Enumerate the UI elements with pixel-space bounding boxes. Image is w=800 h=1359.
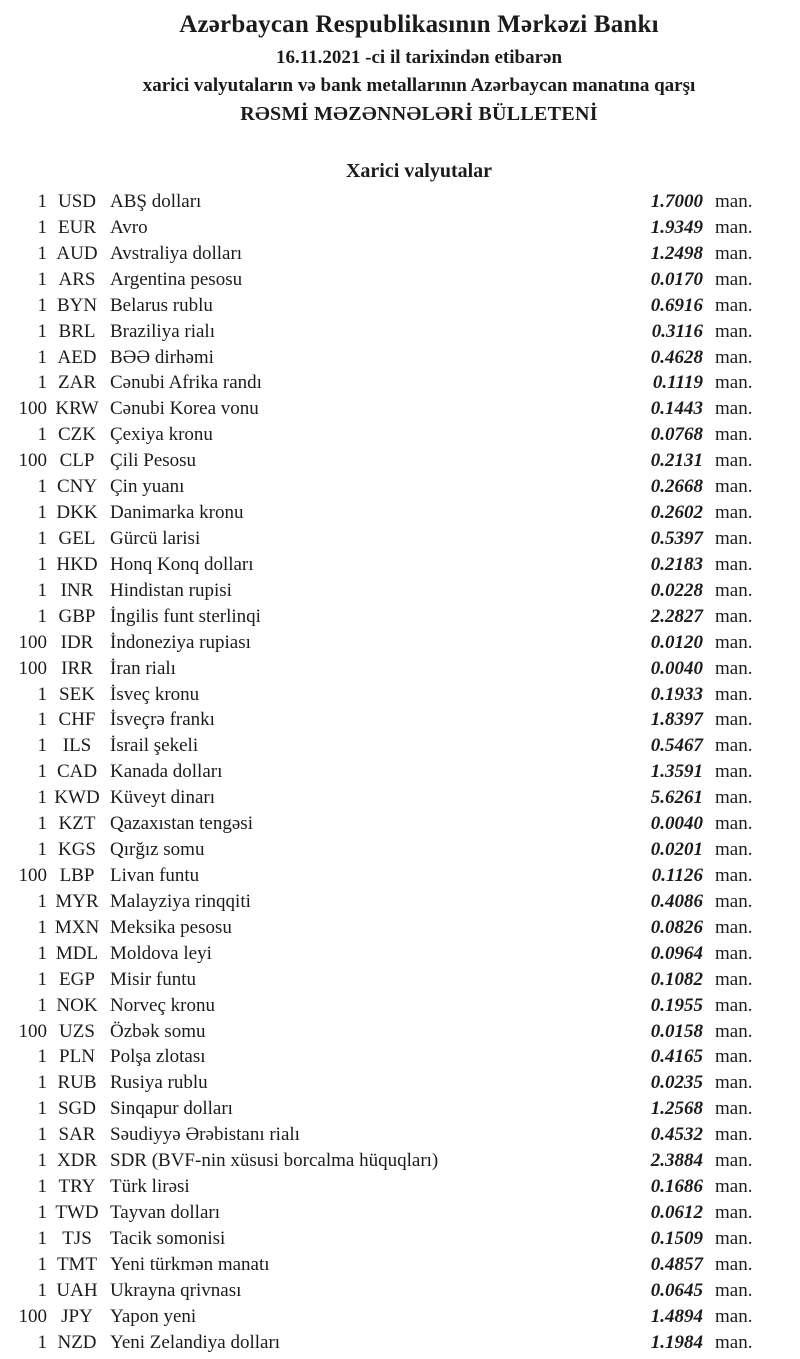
rate-row <box>0 733 800 759</box>
currency-name-cell: Cənubi Korea vonu <box>110 398 259 420</box>
rate-value-cell: 0.4857 <box>650 1253 703 1275</box>
unit-cell: man. <box>715 1098 753 1120</box>
currency-code-cell: CAD <box>56 761 98 783</box>
quantity-cell: 1 <box>37 709 47 731</box>
unit-cell: man. <box>715 1227 753 1249</box>
currency-name-cell: Tacik somonisi <box>110 1227 226 1249</box>
currency-code-cell: ILS <box>62 735 92 757</box>
rate-value-cell: 0.4628 <box>650 346 703 368</box>
rates-table <box>0 189 800 1355</box>
rate-value-cell: 0.2668 <box>650 476 703 498</box>
currency-code-cell: AUD <box>56 242 98 264</box>
currency-code-cell: BYN <box>56 294 98 316</box>
unit-cell: man. <box>715 294 753 316</box>
rate-value-cell: 0.2131 <box>650 450 703 472</box>
rate-value-cell: 1.2568 <box>650 1098 703 1120</box>
currency-name-cell: Polşa zlotası <box>110 1046 206 1068</box>
rate-value-cell: 0.3116 <box>651 320 703 342</box>
rate-row <box>0 656 800 682</box>
currency-code-cell: NZD <box>57 1331 97 1353</box>
currency-code-cell: CZK <box>58 424 96 446</box>
quantity-cell: 1 <box>37 916 47 938</box>
currency-name-cell: Çexiya kronu <box>110 424 213 446</box>
rate-row <box>0 1304 800 1330</box>
currency-name-cell: ABŞ dolları <box>110 191 202 212</box>
currency-name-cell: Qazaxıstan tengəsi <box>110 813 253 835</box>
rate-row <box>0 1019 800 1045</box>
rate-value-cell: 1.9349 <box>650 216 703 238</box>
currency-code-cell: NOK <box>56 994 98 1016</box>
quantity-cell: 1 <box>37 683 47 705</box>
currency-code-cell: ZAR <box>58 372 96 394</box>
rate-value-cell: 0.0768 <box>650 424 703 446</box>
quantity-cell: 1 <box>37 346 47 368</box>
quantity-cell: 100 <box>18 631 47 653</box>
currency-name-cell: Moldova leyi <box>110 942 212 964</box>
rate-value-cell: 0.1126 <box>651 864 703 886</box>
quantity-cell: 1 <box>37 1098 47 1120</box>
currency-name-cell: İsveç kronu <box>110 683 200 705</box>
rate-value-cell: 0.4165 <box>650 1046 703 1068</box>
currency-name-cell: Honq Konq dolları <box>110 553 254 575</box>
rate-row <box>0 707 800 733</box>
rate-row <box>0 1174 800 1200</box>
rate-value-cell: 0.6916 <box>650 294 703 316</box>
quantity-cell: 1 <box>37 942 47 964</box>
quantity-cell: 1 <box>37 1150 47 1172</box>
currency-name-cell: Özbək somu <box>110 1020 206 1042</box>
quantity-cell: 1 <box>37 527 47 549</box>
rate-row <box>0 1044 800 1070</box>
currency-code-cell: MYR <box>55 890 99 912</box>
unit-cell: man. <box>715 398 753 420</box>
rate-row <box>0 370 800 396</box>
rate-value-cell: 0.0826 <box>650 916 703 938</box>
rate-row <box>0 630 800 656</box>
currency-name-cell: İndoneziya rupiası <box>110 631 251 653</box>
bank-title: Azərbaycan Respublikasının Mərkəzi Bankı <box>179 11 659 38</box>
quantity-cell: 1 <box>37 424 47 446</box>
unit-cell: man. <box>715 1072 753 1094</box>
quantity-cell: 1 <box>37 1279 47 1301</box>
quantity-cell: 1 <box>37 1046 47 1068</box>
rate-row <box>0 785 800 811</box>
currency-code-cell: PLN <box>59 1046 95 1068</box>
rate-row <box>0 189 800 215</box>
rate-value-cell: 0.5397 <box>650 527 703 549</box>
rate-row <box>0 215 800 241</box>
rate-row <box>0 448 800 474</box>
unit-cell: man. <box>715 709 753 731</box>
quantity-cell: 1 <box>37 735 47 757</box>
currency-code-cell: HKD <box>56 553 98 575</box>
rate-value-cell: 0.0040 <box>650 657 703 679</box>
rate-value-cell: 0.0645 <box>650 1279 703 1301</box>
rate-row <box>0 319 800 345</box>
quantity-cell: 1 <box>37 1253 47 1275</box>
currency-name-cell: Qırğız somu <box>110 839 205 861</box>
quantity-cell: 100 <box>18 1305 47 1327</box>
rate-row <box>0 759 800 785</box>
unit-cell: man. <box>715 216 753 238</box>
quantity-cell: 100 <box>18 1020 47 1042</box>
quantity-cell: 1 <box>37 320 47 342</box>
currency-name-cell: Tayvan dolları <box>110 1201 220 1223</box>
currency-name-cell: BƏƏ dirhəmi <box>110 346 214 368</box>
currency-code-cell: MDL <box>55 942 99 964</box>
unit-cell: man. <box>715 839 753 861</box>
unit-cell: man. <box>715 994 753 1016</box>
currency-name-cell: Misir funtu <box>110 968 197 990</box>
subject-line: xarici valyutaların və bank metallarının Azərbaycan manatına qarşı <box>142 75 696 96</box>
currency-code-cell: JPY <box>61 1305 93 1327</box>
rate-value-cell: 0.0170 <box>650 268 703 290</box>
rate-value-cell: 0.4532 <box>650 1124 703 1146</box>
unit-cell: man. <box>715 1253 753 1275</box>
quantity-cell: 1 <box>37 1072 47 1094</box>
rate-row <box>0 682 800 708</box>
unit-cell: man. <box>715 1331 753 1353</box>
unit-cell: man. <box>715 813 753 835</box>
rate-value-cell: 0.0228 <box>650 579 703 601</box>
rate-value-cell: 1.8397 <box>650 709 703 731</box>
rate-row <box>0 993 800 1019</box>
currency-name-cell: Belarus rublu <box>110 294 213 316</box>
rate-row <box>0 345 800 371</box>
currency-name-cell: Yapon yeni <box>110 1305 197 1327</box>
unit-cell: man. <box>715 1305 753 1327</box>
quantity-cell: 1 <box>37 1124 47 1146</box>
unit-cell: man. <box>715 916 753 938</box>
currency-code-cell: DKK <box>56 502 98 524</box>
currency-code-cell: SGD <box>57 1098 96 1120</box>
quantity-cell: 100 <box>18 864 47 886</box>
quantity-cell: 1 <box>37 268 47 290</box>
rate-value-cell: 0.1119 <box>652 372 703 394</box>
quantity-cell: 100 <box>18 398 47 420</box>
currency-name-cell: Malayziya rinqqiti <box>110 890 251 912</box>
quantity-cell: 1 <box>37 994 47 1016</box>
quantity-cell: 1 <box>37 813 47 835</box>
unit-cell: man. <box>715 553 753 575</box>
currency-name-cell: Rusiya rublu <box>110 1072 208 1094</box>
rate-value-cell: 0.0612 <box>650 1201 703 1223</box>
rate-value-cell: 0.2602 <box>650 502 703 524</box>
currency-code-cell: XDR <box>56 1150 98 1172</box>
currency-code-cell: TMT <box>56 1253 98 1275</box>
unit-cell: man. <box>715 864 753 886</box>
rate-row <box>0 396 800 422</box>
unit-cell: man. <box>715 761 753 783</box>
rate-row <box>0 241 800 267</box>
unit-cell: man. <box>715 579 753 601</box>
rate-value-cell: 1.4894 <box>650 1305 703 1327</box>
unit-cell: man. <box>715 527 753 549</box>
rate-value-cell: 0.0040 <box>650 813 703 835</box>
unit-cell: man. <box>715 242 753 264</box>
currency-name-cell: Avro <box>110 216 148 238</box>
rate-row <box>0 1148 800 1174</box>
currency-name-cell: SDR (BVF-nin xüsusi borcalma hüquqları) <box>110 1150 439 1172</box>
rate-row <box>0 811 800 837</box>
quantity-cell: 1 <box>37 216 47 238</box>
quantity-cell: 1 <box>37 968 47 990</box>
rate-row <box>0 526 800 552</box>
currency-code-cell: USD <box>57 191 96 212</box>
rate-row <box>0 889 800 915</box>
unit-cell: man. <box>715 476 753 498</box>
currency-code-cell: SEK <box>59 683 95 705</box>
unit-cell: man. <box>715 424 753 446</box>
currency-name-cell: İsveçrə frankı <box>110 709 215 731</box>
unit-cell: man. <box>715 450 753 472</box>
quantity-cell: 1 <box>37 294 47 316</box>
quantity-cell: 1 <box>37 1201 47 1223</box>
currency-code-cell: IRR <box>61 657 93 679</box>
currency-code-cell: AED <box>57 346 97 368</box>
rate-row <box>0 1252 800 1278</box>
unit-cell: man. <box>715 1150 753 1172</box>
unit-cell: man. <box>715 372 753 394</box>
rate-value-cell: 0.1686 <box>650 1176 703 1198</box>
rate-value-cell: 1.3591 <box>650 761 703 783</box>
currency-name-cell: Norveç kronu <box>110 994 215 1016</box>
section-title-foreign-currencies: Xarici valyutalar <box>345 160 493 182</box>
currency-name-cell: Ukrayna qrivnası <box>110 1279 242 1301</box>
quantity-cell: 1 <box>37 191 47 212</box>
currency-code-cell: CLP <box>59 450 95 472</box>
currency-name-cell: Küveyt dinarı <box>110 787 216 809</box>
rate-row <box>0 578 800 604</box>
currency-name-cell: Argentina pesosu <box>110 268 243 290</box>
currency-code-cell: CHF <box>58 709 96 731</box>
quantity-cell: 1 <box>37 605 47 627</box>
quantity-cell: 1 <box>37 1331 47 1353</box>
rate-row <box>0 837 800 863</box>
currency-code-cell: GEL <box>58 527 96 549</box>
currency-code-cell: TWD <box>55 1201 99 1223</box>
unit-cell: man. <box>715 1279 753 1301</box>
quantity-cell: 1 <box>37 372 47 394</box>
rate-row <box>0 293 800 319</box>
currency-code-cell: EGP <box>59 968 95 990</box>
unit-cell: man. <box>715 1124 753 1146</box>
rate-value-cell: 0.1443 <box>650 398 703 420</box>
quantity-cell: 1 <box>37 839 47 861</box>
unit-cell: man. <box>715 657 753 679</box>
currency-name-cell: Avstraliya dolları <box>110 242 243 264</box>
rate-row <box>0 267 800 293</box>
currency-name-cell: Yeni türkmən manatı <box>110 1253 270 1275</box>
currency-name-cell: Cənubi Afrika randı <box>110 372 262 394</box>
currency-name-cell: Çin yuanı <box>110 476 185 498</box>
rate-row <box>0 1200 800 1226</box>
unit-cell: man. <box>715 605 753 627</box>
currency-code-cell: INR <box>60 579 94 601</box>
currency-name-cell: Hindistan rupisi <box>110 579 232 601</box>
currency-name-cell: İngilis funt sterlinqi <box>110 605 261 627</box>
rate-row <box>0 1070 800 1096</box>
unit-cell: man. <box>715 890 753 912</box>
unit-cell: man. <box>715 1201 753 1223</box>
unit-cell: man. <box>715 1020 753 1042</box>
rate-row <box>0 552 800 578</box>
quantity-cell: 1 <box>37 579 47 601</box>
currency-code-cell: KWD <box>54 787 100 809</box>
currency-name-cell: Sinqapur dolları <box>110 1098 233 1120</box>
rate-value-cell: 0.0120 <box>650 631 703 653</box>
unit-cell: man. <box>715 320 753 342</box>
currency-code-cell: LBP <box>59 864 95 886</box>
rate-value-cell: 1.1984 <box>650 1331 703 1353</box>
currency-name-cell: Yeni Zelandiya dolları <box>110 1331 281 1353</box>
currency-code-cell: TRY <box>58 1176 96 1198</box>
unit-cell: man. <box>715 942 753 964</box>
currency-name-cell: Braziliya rialı <box>110 320 215 342</box>
rate-value-cell: 0.0964 <box>650 942 703 964</box>
quantity-cell: 100 <box>18 450 47 472</box>
currency-code-cell: SAR <box>58 1124 96 1146</box>
rate-value-cell: 0.2183 <box>650 553 703 575</box>
rate-value-cell: 2.3884 <box>650 1150 703 1172</box>
rate-value-cell: 0.1955 <box>650 994 703 1016</box>
rate-value-cell: 1.7000 <box>650 191 703 212</box>
currency-name-cell: İran rialı <box>110 657 176 679</box>
unit-cell: man. <box>715 968 753 990</box>
unit-cell: man. <box>715 191 753 212</box>
rate-value-cell: 1.2498 <box>650 242 703 264</box>
quantity-cell: 1 <box>37 890 47 912</box>
currency-code-cell: GBP <box>58 605 96 627</box>
rate-value-cell: 0.1082 <box>650 968 703 990</box>
unit-cell: man. <box>715 683 753 705</box>
quantity-cell: 1 <box>37 761 47 783</box>
currency-code-cell: UAH <box>56 1279 98 1301</box>
rate-row <box>0 1122 800 1148</box>
rate-row <box>0 474 800 500</box>
currency-code-cell: TJS <box>62 1227 92 1249</box>
rate-row <box>0 422 800 448</box>
currency-code-cell: BRL <box>58 320 96 342</box>
quantity-cell: 1 <box>37 242 47 264</box>
currency-name-cell: Türk lirəsi <box>110 1176 190 1198</box>
rate-row <box>0 863 800 889</box>
unit-cell: man. <box>715 502 753 524</box>
rate-value-cell: 0.1933 <box>650 683 703 705</box>
currency-code-cell: UZS <box>59 1020 95 1042</box>
quantity-cell: 100 <box>18 657 47 679</box>
rate-row <box>0 500 800 526</box>
unit-cell: man. <box>715 735 753 757</box>
currency-code-cell: MXN <box>54 916 100 938</box>
quantity-cell: 1 <box>37 1176 47 1198</box>
rate-row <box>0 1096 800 1122</box>
quantity-cell: 1 <box>37 553 47 575</box>
rate-row <box>0 1226 800 1252</box>
currency-code-cell: CNY <box>56 476 98 498</box>
quantity-cell: 1 <box>37 787 47 809</box>
effective-date-line: 16.11.2021 -ci il tarixindən etibarən <box>275 47 563 68</box>
currency-name-cell: Gürcü larisi <box>110 527 201 549</box>
rate-value-cell: 2.2827 <box>650 605 703 627</box>
unit-cell: man. <box>715 787 753 809</box>
currency-code-cell: EUR <box>58 216 96 238</box>
currency-code-cell: ARS <box>58 268 96 290</box>
unit-cell: man. <box>715 1176 753 1198</box>
currency-code-cell: IDR <box>60 631 94 653</box>
bulletin-title: RƏSMİ MƏZƏNNƏLƏRİ BÜLLETENİ <box>240 103 598 125</box>
rate-row <box>0 1330 800 1356</box>
currency-name-cell: Meksika pesosu <box>110 916 232 938</box>
rate-value-cell: 0.5467 <box>650 735 703 757</box>
rate-row <box>0 967 800 993</box>
rate-value-cell: 0.0235 <box>650 1072 703 1094</box>
rate-row <box>0 604 800 630</box>
currency-code-cell: KZT <box>58 813 96 835</box>
rate-row <box>0 1278 800 1304</box>
rate-row <box>0 915 800 941</box>
unit-cell: man. <box>715 631 753 653</box>
currency-name-cell: İsrail şekeli <box>110 735 199 757</box>
unit-cell: man. <box>715 268 753 290</box>
document-header <box>0 0 800 128</box>
rate-value-cell: 0.1509 <box>650 1227 703 1249</box>
currency-name-cell: Danimarka kronu <box>110 502 244 524</box>
currency-code-cell: RUB <box>57 1072 97 1094</box>
quantity-cell: 1 <box>37 476 47 498</box>
rate-value-cell: 0.0158 <box>650 1020 703 1042</box>
currency-code-cell: KGS <box>57 839 96 861</box>
currency-name-cell: Livan funtu <box>110 864 200 886</box>
currency-code-cell: KRW <box>55 398 99 420</box>
unit-cell: man. <box>715 1046 753 1068</box>
rate-value-cell: 0.0201 <box>650 839 703 861</box>
quantity-cell: 1 <box>37 1227 47 1249</box>
currency-name-cell: Səudiyyə Ərəbistanı rialı <box>110 1124 300 1146</box>
currency-name-cell: Kanada dolları <box>110 761 223 783</box>
rate-value-cell: 0.4086 <box>650 890 703 912</box>
rate-value-cell: 5.6261 <box>650 787 703 809</box>
currency-name-cell: Çili Pesosu <box>110 450 197 472</box>
rate-row <box>0 941 800 967</box>
quantity-cell: 1 <box>37 502 47 524</box>
unit-cell: man. <box>715 346 753 368</box>
